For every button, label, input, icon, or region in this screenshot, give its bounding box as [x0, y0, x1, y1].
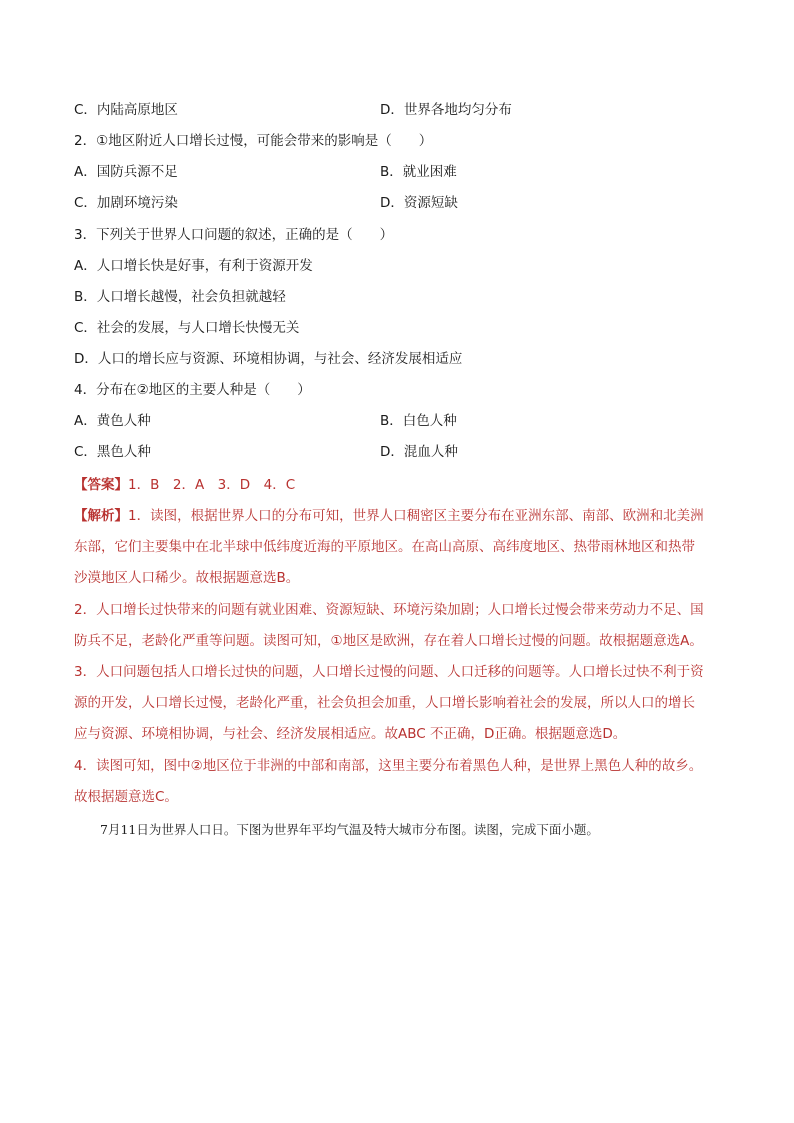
answer-text: 1．B 2．A 3．D 4．C [128, 477, 296, 493]
analysis-p4-l1: 4．读图可知，图中②地区位于非洲的中部和南部，这里主要分布着黑色人种，是世界上黑色人种的故乡。 [74, 758, 703, 774]
q2-option-b: B．就业困难 [380, 164, 457, 180]
q1-option-d: D．世界各地均匀分布 [380, 102, 512, 118]
q3-option-a: A．人口增长快是好事，有利于资源开发 [74, 258, 313, 274]
analysis-p3-l2: 源的开发，人口增长过慢，老龄化严重，社会负担会加重，人口增长影响着社会的发展，所以人口的增长 [74, 695, 695, 711]
q3-option-c: C．社会的发展，与人口增长快慢无关 [74, 320, 300, 336]
analysis-p3-l3: 应与资源、环境相协调，与社会、经济发展相适应。故ABC 不正确，D正确。根据题意选D。 [74, 726, 627, 742]
q4-option-a: A．黄色人种 [74, 413, 151, 429]
analysis-tag: 【解析】 [74, 508, 128, 524]
q2-option-d: D．资源短缺 [380, 195, 458, 211]
answer-line [74, 475, 295, 495]
q3-option-b: B．人口增长越慢，社会负担就越轻 [74, 289, 286, 305]
analysis-p2-l2c: ，存在着人口增长过慢的问题。故根据题意选A。 [410, 633, 703, 649]
analysis-line [74, 506, 704, 526]
q4-stem: 4．分布在②地区的主要人种是（ ） [74, 382, 311, 398]
q2-stem: 2．①地区附近人口增长过慢，可能会带来的影响是（ ） [74, 133, 433, 149]
q2-option-c: C．加剧环境污染 [74, 195, 178, 211]
q2-option-a: A．国防兵源不足 [74, 164, 178, 180]
q3-option-d: D．人口的增长应与资源、环境相协调，与社会、经济发展相适应 [74, 351, 463, 367]
analysis-p1-l3: 沙漠地区人口稀少。故根据题意选B。 [74, 570, 300, 586]
analysis-p1-l2: 东部，它们主要集中在北半球中低纬度近海的平原地区。在高山高原、高纬度地区、热带雨林地区和热带 [74, 539, 695, 555]
analysis-p3-l1: 3．人口问题包括人口增长过快的问题，人口增长过慢的问题、人口迁移的问题等。人口增长过快不利于资 [74, 664, 704, 680]
analysis-p4-l2: 故根据题意选C。 [74, 789, 178, 805]
q4-option-b: B．白色人种 [380, 413, 457, 429]
answer-tag: 【答案】 [74, 477, 128, 493]
analysis-p1-l1: 1．读图，根据世界人口的分布可知，世界人口稠密区主要分布在亚洲东部、南部、欧洲和北美洲 [128, 508, 704, 524]
q4-option-c: C．黑色人种 [74, 444, 151, 460]
q4-option-d: D．混血人种 [380, 444, 458, 460]
next-section-intro: 7月11日为世界人口日。下图为世界年平均气温及特大城市分布图。读图，完成下面小题。 [100, 822, 599, 837]
analysis-p2-l2 [74, 631, 703, 651]
q3-stem: 3．下列关于世界人口问题的叙述，正确的是（ ） [74, 227, 394, 243]
analysis-p2-l1: 2．人口增长过快带来的问题有就业困难、资源短缺、环境污染加剧；人口增长过慢会带来劳动力不足、国 [74, 602, 704, 618]
q1-option-c: C．内陆高原地区 [74, 102, 178, 118]
analysis-p2-l2a: 防兵不足，老龄化严重等问题。读图可知， [74, 633, 331, 649]
analysis-p2-highlight: ①地区是欧洲 [330, 633, 411, 649]
